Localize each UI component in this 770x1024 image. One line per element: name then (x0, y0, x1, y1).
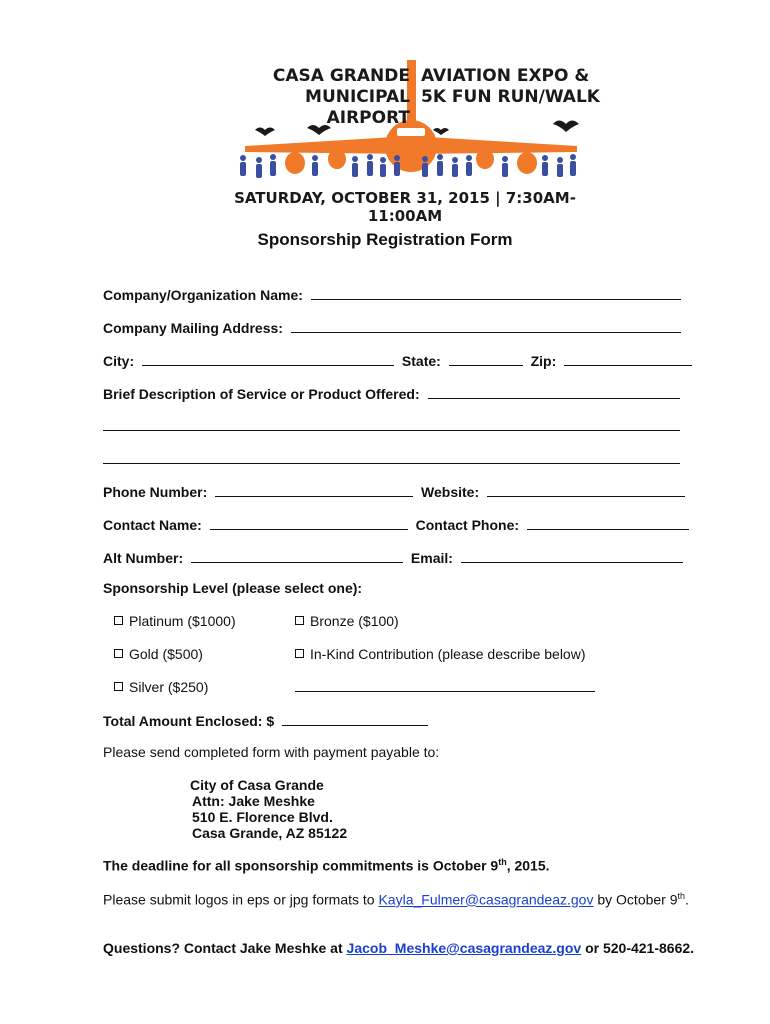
option-in-kind-label: In-Kind Contribution (please describe below) (310, 646, 586, 662)
description-line-2[interactable] (103, 416, 680, 431)
deadline-text (103, 857, 550, 874)
logo-left-text (230, 66, 410, 129)
logos-text (103, 891, 689, 908)
zip-field[interactable] (564, 351, 692, 366)
zip-label: Zip: (530, 353, 557, 369)
deadline-end: , 2015. (506, 857, 550, 874)
city-state-zip-row (103, 351, 692, 369)
logo-right-line2: 5K FUN RUN/WALK (421, 87, 600, 107)
alt-number-field[interactable] (191, 548, 403, 563)
questions-phone: or 520-421-8662. (585, 940, 695, 956)
website-label: Website: (421, 484, 480, 500)
form-title: Sponsorship Registration Form (257, 230, 513, 249)
address-line-3: 510 E. Florence Blvd. (192, 809, 333, 825)
description-line-3[interactable] (103, 449, 680, 464)
company-name-label: Company/Organization Name: (103, 287, 303, 303)
logo-left-line2: MUNICIPAL AIRPORT (305, 87, 410, 128)
sponsorship-level-label: Sponsorship Level (please select one): (103, 580, 363, 596)
mailing-address-label: Company Mailing Address: (103, 320, 283, 336)
engine-left-inner (328, 149, 346, 169)
phone-field[interactable] (215, 482, 413, 497)
alt-email-row (103, 548, 683, 566)
email-field[interactable] (461, 548, 683, 563)
option-gold-label: Gold ($500) (129, 646, 203, 662)
logo-right-text (421, 66, 601, 108)
event-logo (215, 58, 600, 225)
total-label: Total Amount Enclosed: $ (103, 713, 275, 729)
contact-name-label: Contact Name: (103, 517, 202, 533)
checkbox-icon[interactable] (114, 682, 123, 691)
logos-deadline: by October 9 (597, 891, 678, 908)
cockpit-window (397, 128, 425, 136)
phone-label: Phone Number: (103, 484, 208, 500)
city-field[interactable] (142, 351, 394, 366)
logo-left-line1: CASA GRANDE (272, 66, 410, 86)
description-field[interactable] (428, 384, 680, 399)
checkbox-icon[interactable] (295, 616, 304, 625)
contact-name-field[interactable] (210, 515, 408, 530)
contact-row (103, 515, 689, 533)
total-field[interactable] (282, 711, 428, 726)
total-row (103, 711, 428, 729)
questions-text (103, 940, 694, 956)
option-in-kind[interactable] (295, 646, 585, 662)
jacob-email-link[interactable]: Jacob_Meshke@casagrandeaz.gov (346, 940, 582, 956)
engine-right-inner (476, 149, 494, 169)
bat-icon (553, 121, 579, 133)
address-line-4: Casa Grande, AZ 85122 (192, 825, 348, 841)
email-label: Email: (410, 550, 453, 566)
mailing-address-block (190, 777, 347, 841)
payment-instructions: Please send completed form with payment payable to: (103, 744, 440, 760)
option-platinum[interactable] (114, 613, 236, 629)
option-silver[interactable] (114, 679, 208, 695)
description-label: Brief Description of Service or Product Offered: (103, 386, 420, 402)
company-name-field[interactable] (311, 285, 681, 300)
mailing-address-row (103, 318, 681, 336)
option-silver-label: Silver ($250) (129, 679, 209, 695)
checkbox-icon[interactable] (114, 616, 123, 625)
mailing-address-field[interactable] (291, 318, 681, 333)
company-name-row (103, 285, 681, 303)
logos-end: . (685, 891, 689, 908)
city-label: City: (103, 353, 135, 369)
address-line-1: City of Casa Grande (190, 777, 324, 793)
website-field[interactable] (487, 482, 685, 497)
alt-number-label: Alt Number: (103, 550, 184, 566)
phone-website-row (103, 482, 685, 500)
option-platinum-label: Platinum ($1000) (129, 613, 236, 629)
contact-phone-label: Contact Phone: (415, 517, 520, 533)
engine-right-outer (517, 152, 537, 174)
event-date: SATURDAY, OCTOBER 31, 2015 | 7:30AM-11:00AM (234, 189, 576, 225)
engine-left-outer (285, 152, 305, 174)
address-line-2: Attn: Jake Meshke (192, 793, 315, 809)
deadline-sup: th (498, 857, 507, 867)
state-label: State: (401, 353, 441, 369)
checkbox-icon[interactable] (114, 649, 123, 658)
logos-sup: th (677, 891, 686, 901)
contact-phone-field[interactable] (527, 515, 689, 530)
option-bronze[interactable] (295, 613, 399, 629)
logos-instructions: Please submit logos in eps or jpg formats to (103, 891, 375, 908)
checkbox-icon[interactable] (295, 649, 304, 658)
questions-main: Questions? Contact Jake Meshke at (103, 940, 343, 956)
option-gold[interactable] (114, 646, 203, 662)
bat-icon (433, 128, 449, 135)
description-row (103, 384, 680, 402)
option-bronze-label: Bronze ($100) (310, 613, 399, 629)
kayla-email-link[interactable]: Kayla_Fulmer@casagrandeaz.gov (378, 891, 594, 908)
state-field[interactable] (449, 351, 523, 366)
logo-right-line1: AVIATION EXPO & (421, 66, 590, 86)
in-kind-description-field[interactable] (295, 677, 595, 692)
deadline-main: The deadline for all sponsorship commitments is October 9 (103, 857, 499, 874)
